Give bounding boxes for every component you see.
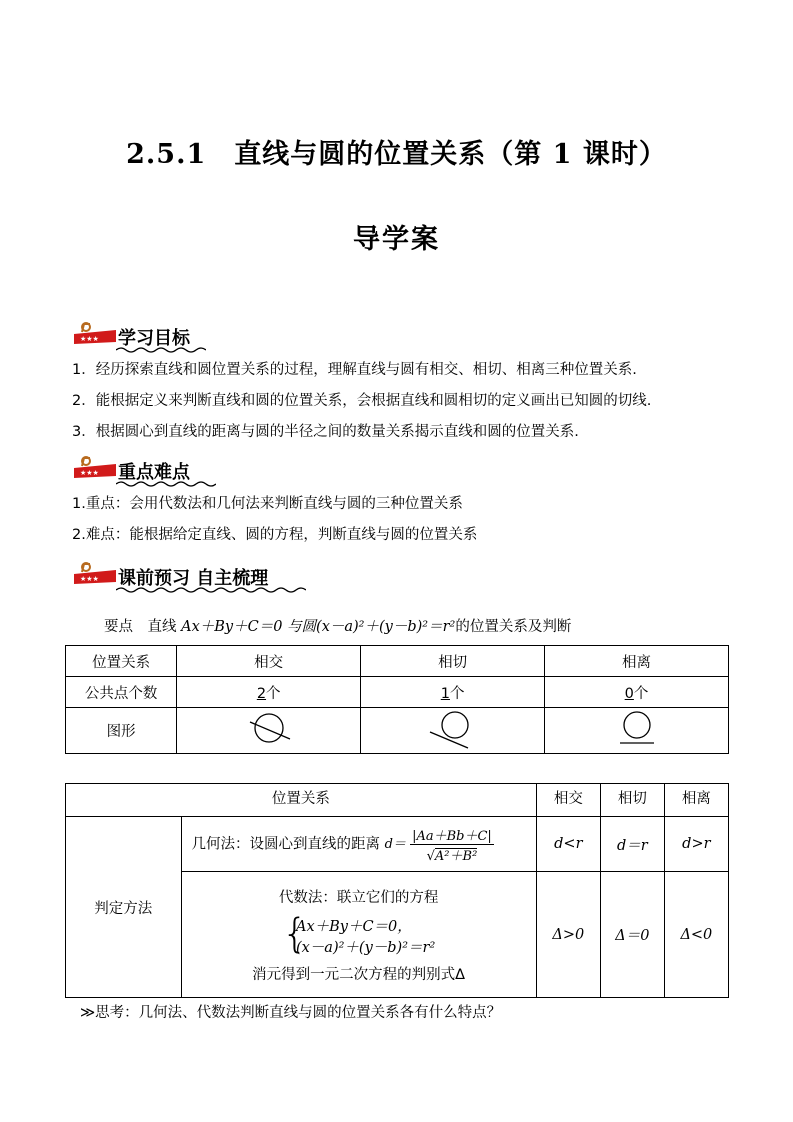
equation-line: Ax＋By＋C＝0， (295, 918, 412, 935)
table-header: 相交 (536, 784, 600, 817)
table-header: 位置关系 (66, 784, 537, 817)
equation-system: { Ax＋By＋C＝0， (x－a)²＋(y－b)²＝r² (281, 910, 436, 957)
section-label: 课前预习 自主梳理 (118, 568, 269, 589)
think-question: ≫思考：几何法、代数法判断直线与圆的位置关系各有什么特点？ (80, 1005, 502, 1021)
table-cell (545, 677, 729, 708)
section-heading-key-points (72, 452, 272, 486)
section-heading-preview (72, 558, 332, 592)
point-count: 2 (256, 685, 267, 702)
table-header: 位置关系 (66, 646, 177, 677)
key-point-suffix: 的位置关系及判断 (455, 619, 572, 635)
table-cell (545, 708, 729, 754)
result-cell: d<r (536, 817, 600, 872)
result-cell: d＝r (600, 817, 664, 872)
key-point-item: 1.重点：会用代数法和几何法来判断直线与圆的三种位置关系 (72, 496, 463, 512)
table-header: 相切 (361, 646, 545, 677)
goal-item: 2．能根据定义来判断直线和圆的位置关系，会根据直线和圆相切的定义画出已知圆的切线. (72, 393, 652, 409)
section-badge-icon (72, 560, 118, 590)
key-point-prefix: 要点 直线 (104, 619, 182, 635)
underline-wave (116, 586, 306, 594)
formula-denominator: A²＋B² (434, 848, 478, 864)
underline-wave (116, 480, 216, 488)
svg-text:★★★: ★★★ (80, 335, 99, 343)
row-label: 公共点个数 (66, 677, 177, 708)
result-cell: d>r (664, 817, 728, 872)
relation-table (65, 645, 729, 754)
table-header: 相切 (600, 784, 664, 817)
point-unit: 个 (266, 685, 281, 702)
table-cell (361, 677, 545, 708)
goal-item: 1．经历探索直线和圆位置关系的过程，理解直线与圆有相交、相切、相离三种位置关系. (72, 362, 637, 378)
section-label: 学习目标 (118, 328, 190, 349)
table-cell (177, 677, 361, 708)
algebraic-title: 代数法：联立它们的方程 (278, 889, 439, 906)
intersect-figure (244, 709, 294, 749)
table-header: 相离 (545, 646, 729, 677)
underline-wave (116, 346, 206, 354)
section-badge-icon (72, 454, 118, 484)
row-label: 图形 (66, 708, 177, 754)
table-header: 相交 (177, 646, 361, 677)
point-unit: 个 (633, 685, 649, 702)
key-point-heading (104, 615, 571, 636)
svg-text:★★★: ★★★ (80, 469, 99, 477)
result-cell: Δ＝0 (600, 872, 664, 998)
svg-text:★★★: ★★★ (80, 575, 99, 583)
formula-lhs: d＝ (384, 836, 406, 852)
row-label: 判定方法 (66, 817, 182, 998)
section-heading-goals (72, 318, 272, 352)
page-subtitle: 导学案 (353, 224, 440, 255)
separate-figure (612, 709, 662, 749)
method-table (65, 783, 729, 998)
result-cell: Δ>0 (536, 872, 600, 998)
point-unit: 个 (449, 685, 465, 702)
table-header: 相离 (664, 784, 728, 817)
goal-item: 3．根据圆心到直线的距离与圆的半径之间的数量关系揭示直线和圆的位置关系. (72, 424, 579, 440)
formula-numerator: |Aa＋Bb＋C| (410, 825, 494, 845)
section-label: 重点难点 (118, 462, 190, 483)
section-badge-icon (72, 320, 118, 350)
tangent-figure (428, 709, 478, 749)
equation-line: (x－a)²＋(y－b)²＝r² (295, 939, 436, 956)
geometric-method: 几何法：设圆心到直线的距离 d＝ $\frac{|Aa+Bb+C|}{\text{√A²＋B²}}$ (181, 817, 536, 872)
point-count: 0 (624, 685, 634, 702)
table-cell (177, 708, 361, 754)
result-cell: Δ<0 (664, 872, 728, 998)
algebraic-method (181, 872, 536, 998)
page-title: 2.5.1 直线与圆的位置关系（第 1 课时） (126, 139, 667, 170)
key-point-item: 2.难点：能根据给定直线、圆的方程，判断直线与圆的位置关系 (72, 527, 478, 543)
key-point-equation: Ax＋By＋C＝0 与圆(x－a)²＋(y－b)²＝r² (181, 619, 456, 635)
algebraic-footer: 消元得到一元二次方程的判别式Δ (252, 966, 466, 983)
table-cell (361, 708, 545, 754)
geometric-text: 几何法：设圆心到直线的距离 (191, 836, 381, 852)
point-count: 1 (440, 685, 450, 702)
